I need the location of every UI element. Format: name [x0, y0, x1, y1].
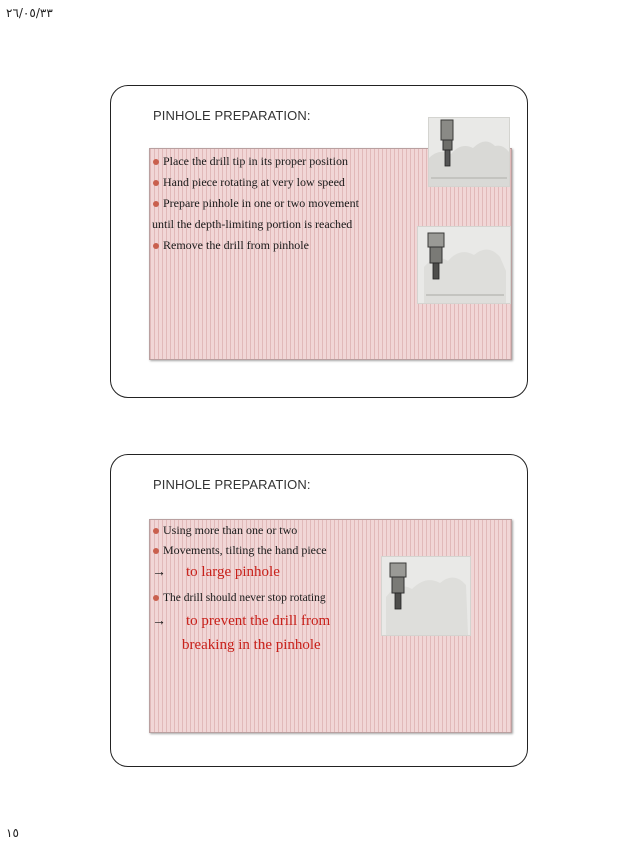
arrow-icon: →: [152, 614, 166, 629]
page-date-header: ٢٦/٠٥/٣٣: [6, 6, 53, 20]
slide-1-continuation-line: until the depth-limiting portion is reached: [152, 217, 353, 231]
slide-2-red-continuation: breaking in the pinhole: [182, 637, 321, 653]
bullet-icon: [153, 548, 159, 554]
bullet-icon: [153, 528, 159, 534]
slide-1-bullet-line-2: Hand piece rotating at very low speed: [150, 175, 345, 190]
page-number-footer: ١٥: [6, 826, 19, 840]
slide-1: [110, 85, 528, 398]
slide-1-bullet-line-3: Prepare pinhole in one or two movement: [150, 196, 359, 211]
drill-on-cast-photo-2: [417, 226, 511, 304]
slide-2-arrow-line-2: → to prevent the drill from: [152, 613, 331, 629]
slide-2-bullet-line-2: Movements, tilting the hand piece: [150, 543, 327, 558]
bullet-icon: [153, 159, 159, 165]
bullet-icon: [153, 595, 159, 601]
drill-on-cast-photo-1: [428, 117, 510, 187]
bullet-icon: [153, 180, 159, 186]
slide-2-bullet-line-1: Using more than one or two: [150, 523, 297, 538]
arrow-icon: →: [152, 565, 166, 580]
drill-on-cast-photo-3: [381, 556, 471, 636]
bullet-icon: [153, 243, 159, 249]
slide-1-title: PINHOLE PREPARATION:: [153, 108, 311, 123]
bullet-icon: [153, 201, 159, 207]
slide-1-bullet-line-4: Remove the drill from pinhole: [150, 238, 309, 253]
slide-2-arrow-line-1: → to large pinhole: [152, 564, 280, 580]
slide-2-bullet-line-3: The drill should never stop rotating: [150, 590, 326, 605]
slide-2: [110, 454, 528, 767]
slide-2-title: PINHOLE PREPARATION:: [153, 477, 311, 492]
slide-1-bullet-line-1: Place the drill tip in its proper position: [150, 154, 348, 169]
